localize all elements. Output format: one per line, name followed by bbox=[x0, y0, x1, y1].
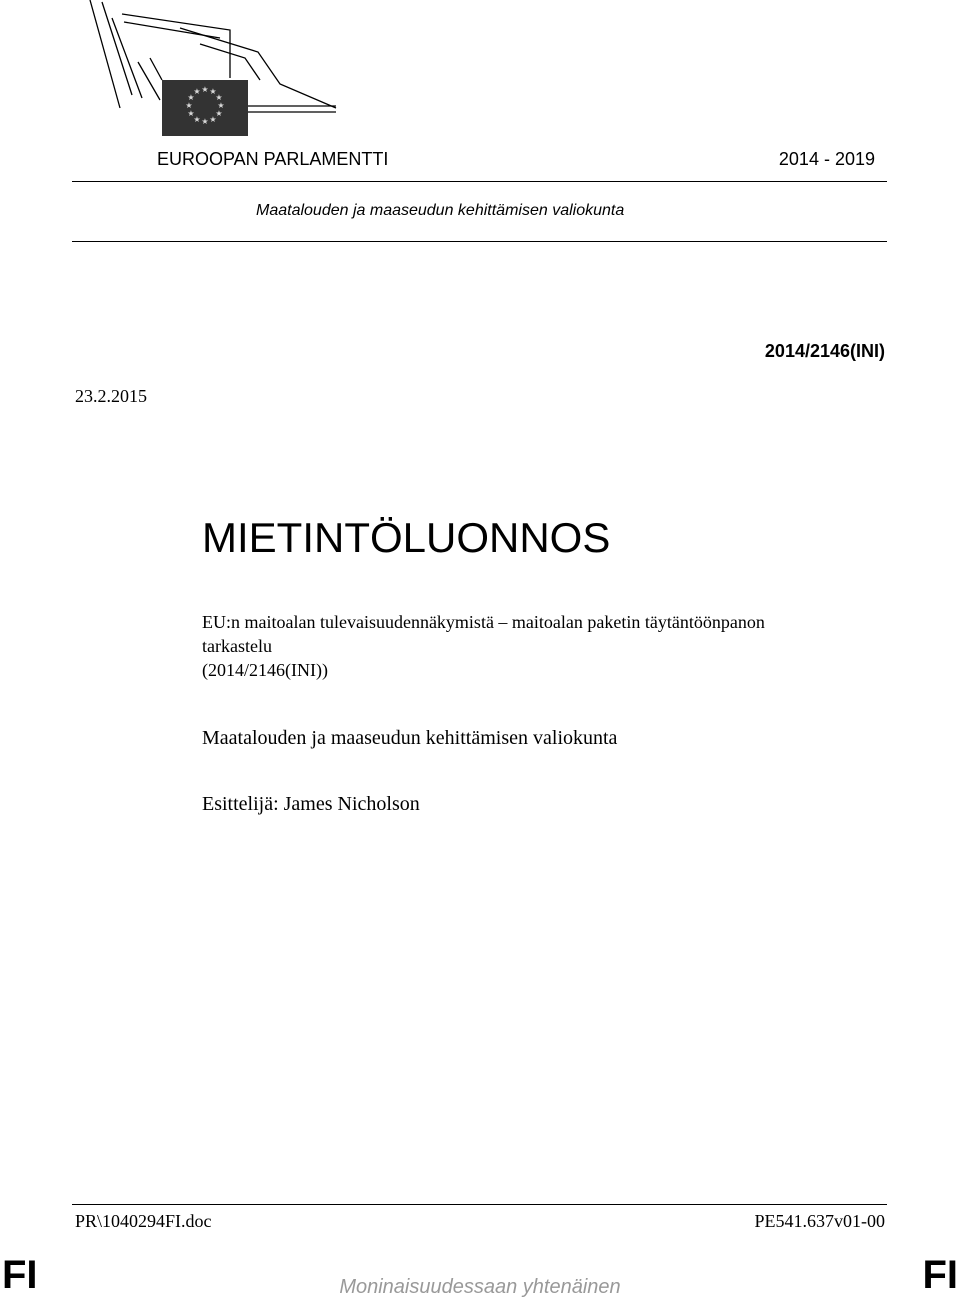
svg-text:★: ★ bbox=[201, 117, 209, 126]
svg-text:★: ★ bbox=[187, 109, 195, 118]
subject-procedure: (2014/2146(INI)) bbox=[202, 660, 328, 680]
subject-line-2: tarkastelu bbox=[202, 636, 272, 656]
report-subject bbox=[202, 610, 902, 682]
svg-text:★: ★ bbox=[215, 109, 223, 118]
language-code-right: FI bbox=[922, 1253, 958, 1297]
eu-motto: Moninaisuudessaan yhtenäinen bbox=[339, 1276, 621, 1298]
subject-line-1: EU:n maitoalan tulevaisuudennäkymistä – maitoalan paketin täytäntöönpanon bbox=[202, 612, 765, 632]
footer-rule bbox=[72, 1204, 887, 1205]
svg-text:★: ★ bbox=[217, 101, 225, 110]
svg-text:★: ★ bbox=[201, 85, 209, 94]
institution-name: EUROOPAN PARLAMENTTI bbox=[157, 149, 389, 169]
header-bottom-rule bbox=[72, 241, 887, 242]
svg-text:★: ★ bbox=[193, 115, 201, 124]
european-parliament-logo bbox=[80, 0, 342, 140]
svg-text:★: ★ bbox=[209, 87, 217, 96]
header-top-rule bbox=[72, 181, 887, 182]
procedure-number: 2014/2146(INI) bbox=[764, 341, 885, 361]
parliamentary-term: 2014 - 2019 bbox=[778, 149, 875, 169]
svg-text:★: ★ bbox=[215, 93, 223, 102]
report-title: MIETINTÖLUONNOS bbox=[202, 514, 611, 561]
report-committee: Maatalouden ja maaseudun kehittämisen valiokunta bbox=[202, 727, 618, 749]
header-committee: Maatalouden ja maaseudun kehittämisen valiokunta bbox=[256, 202, 625, 219]
document-date: 23.2.2015 bbox=[75, 386, 147, 406]
svg-text:★: ★ bbox=[193, 87, 201, 96]
rapporteur: Esittelijä: James Nicholson bbox=[202, 793, 420, 815]
document-reference: PR\1040294FI.doc bbox=[75, 1211, 212, 1231]
pe-reference: PE541.637v01-00 bbox=[754, 1211, 885, 1231]
language-code-left: FI bbox=[2, 1253, 38, 1297]
svg-text:★: ★ bbox=[187, 93, 195, 102]
svg-text:★: ★ bbox=[185, 101, 193, 110]
svg-text:★: ★ bbox=[209, 115, 217, 124]
